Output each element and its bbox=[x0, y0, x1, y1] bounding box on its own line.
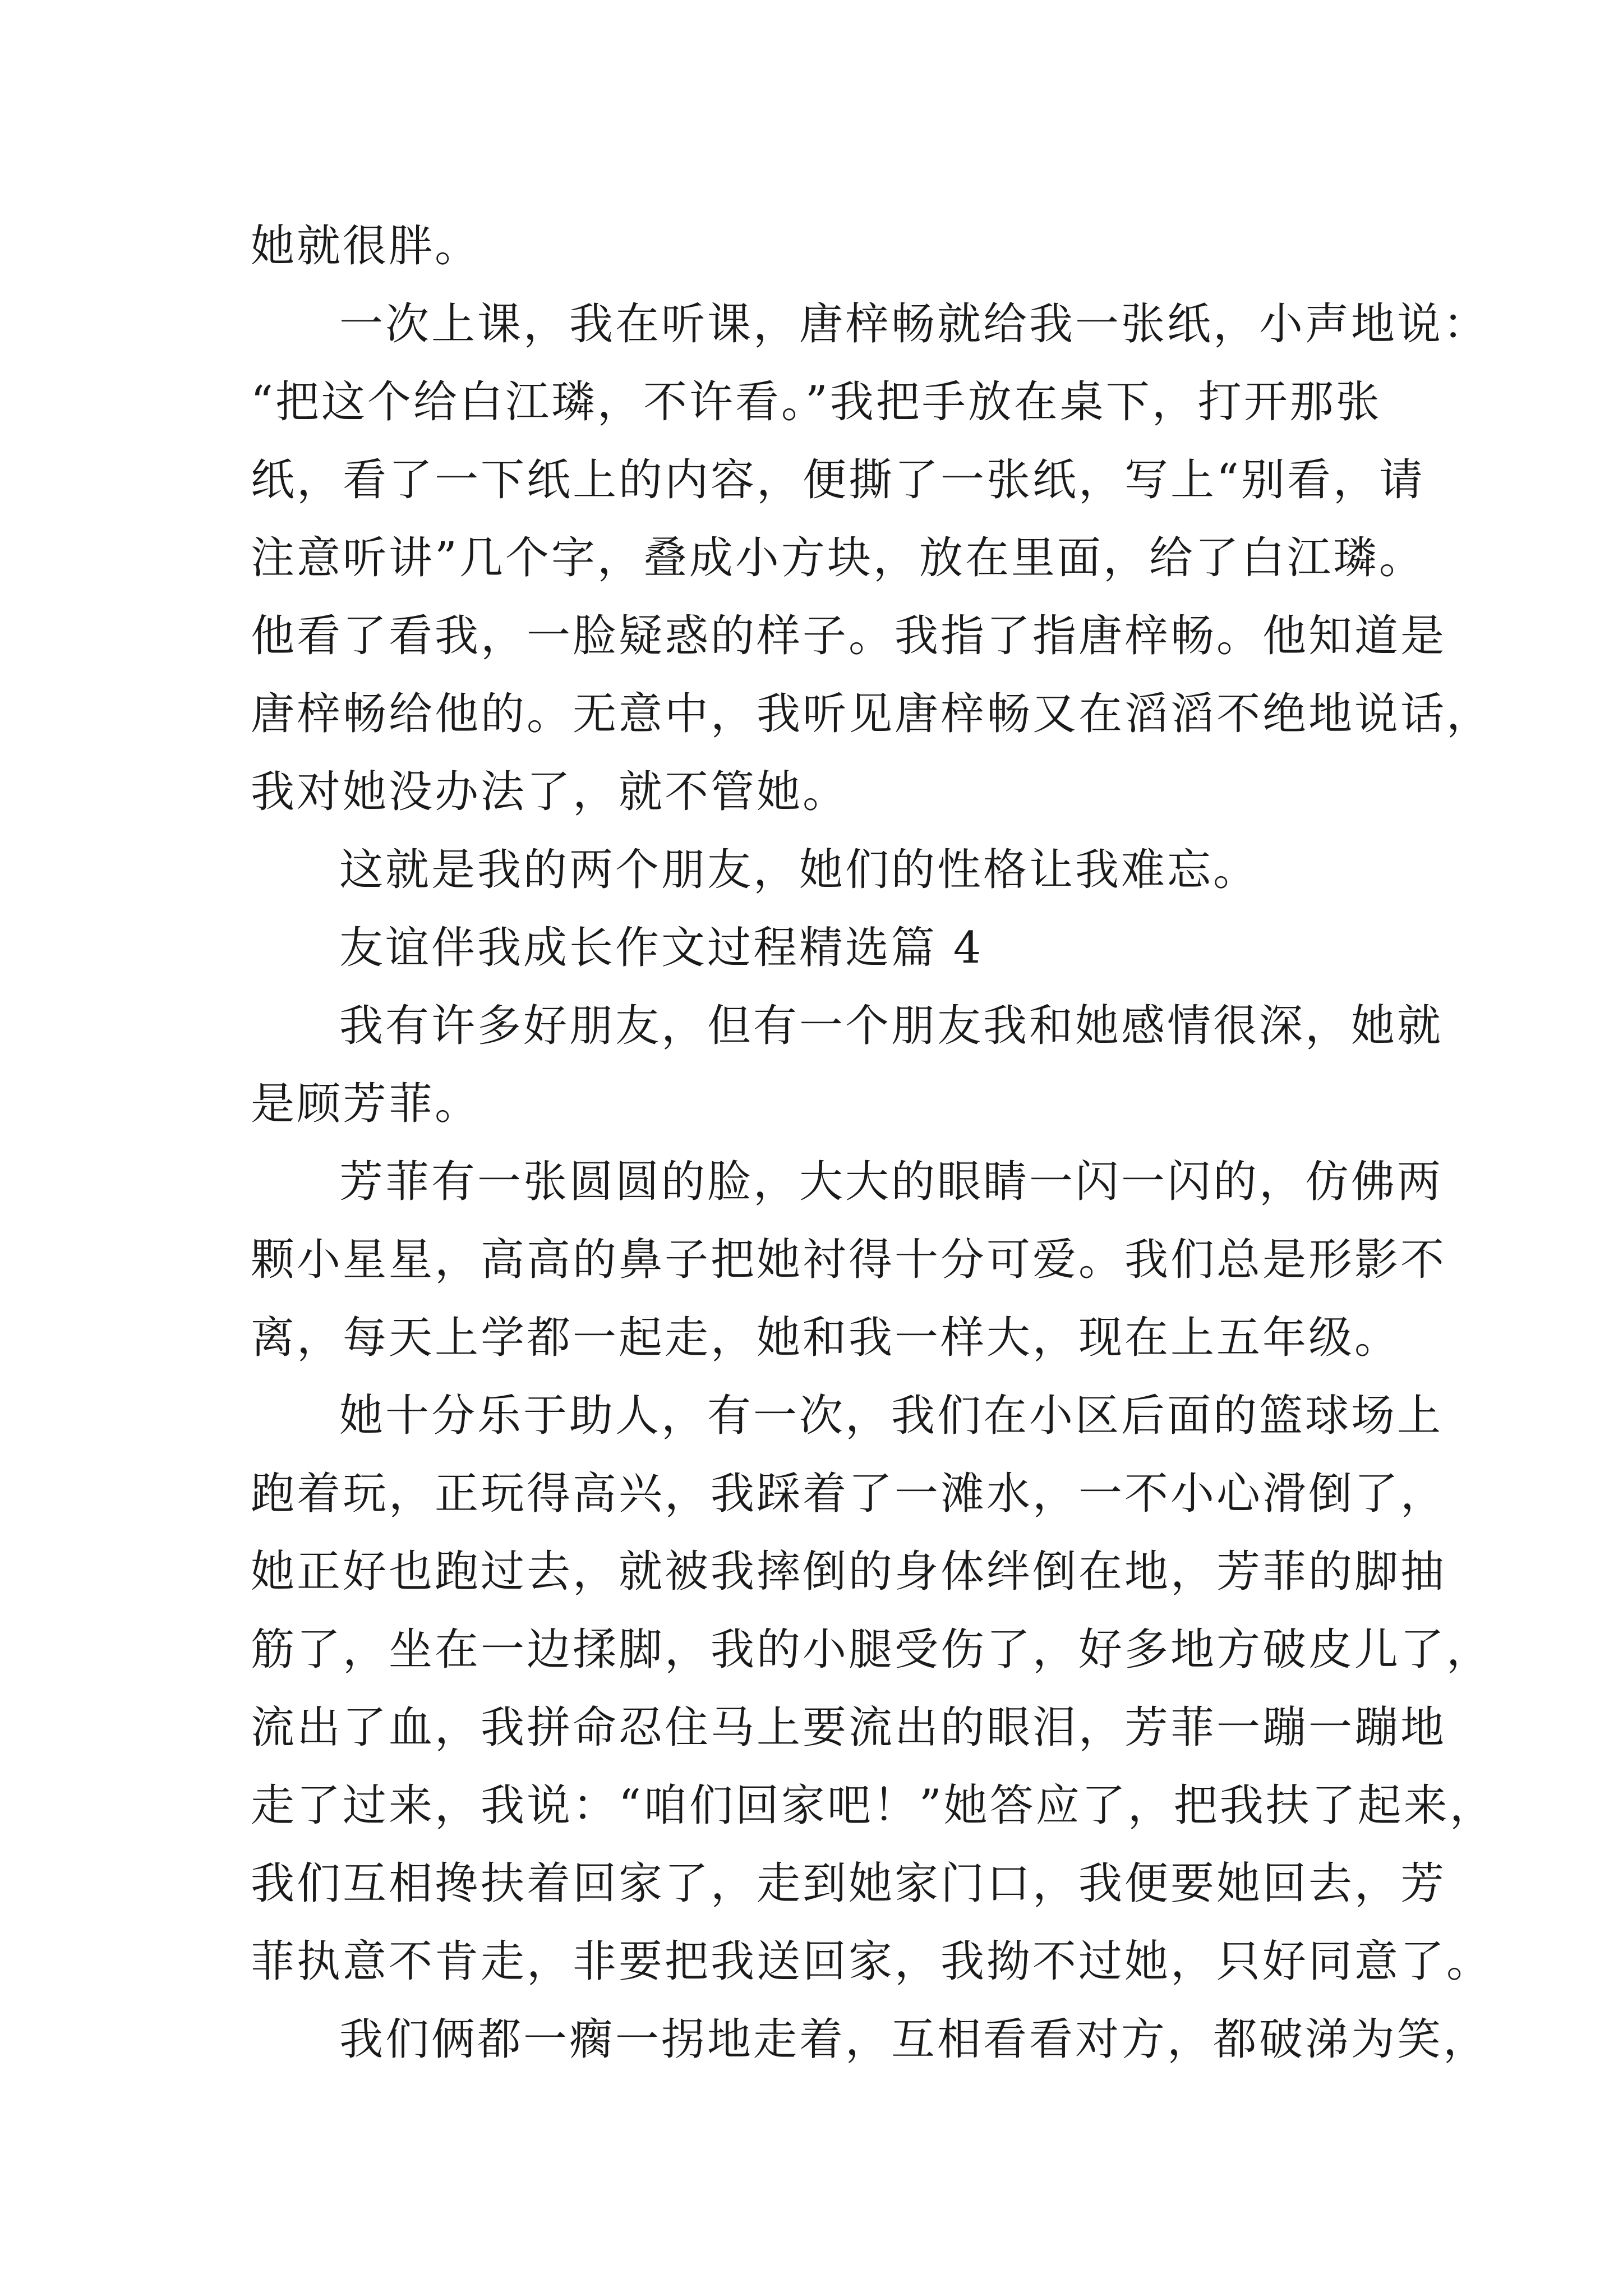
text-line: 我对她没办法了，就不管她。 bbox=[251, 767, 849, 817]
text-line: “把这个给白江璘，不许看。”我把手放在桌下，打开那张 bbox=[251, 377, 1382, 427]
paragraph-first-line: 我有许多好朋友，但有一个朋友我和她感情很深，她就 bbox=[339, 1001, 1444, 1051]
text-line: 她就很胖。 bbox=[251, 221, 481, 272]
paragraph-first-line: 一次上课，我在听课，唐梓畅就给我一张纸，小声地说： bbox=[339, 299, 1490, 349]
text-line: 筋了，坐在一边揉脚，我的小腿受伤了，好多地方破皮儿了， bbox=[251, 1625, 1493, 1675]
text-line: 走了过来，我说：“咱们回家吧！”她答应了，把我扶了起来， bbox=[251, 1780, 1496, 1831]
text-line: 唐梓畅给他的。无意中，我听见唐梓畅又在滔滔不绝地说话， bbox=[251, 689, 1493, 739]
paragraph-first-line: 我们俩都一瘸一拐地走着，互相看看对方，都破涕为笑， bbox=[339, 2014, 1490, 2065]
text-line: 注意听讲”几个字，叠成小方块，放在里面，给了白江璘。 bbox=[251, 533, 1425, 583]
text-line: 他看了看我，一脸疑惑的样子。我指了指唐梓畅。他知道是 bbox=[251, 611, 1447, 661]
section-heading: 友谊伴我成长作文过程精选篇 4 bbox=[339, 923, 984, 973]
text-line: 她正好也跑过去，就被我摔倒的身体绊倒在地，芳菲的脚抽 bbox=[251, 1547, 1447, 1597]
text-line: 跑着玩，正玩得高兴，我踩着了一滩水，一不小心滑倒了， bbox=[251, 1469, 1447, 1519]
paragraph-first-line: 这就是我的两个朋友，她们的性格让我难忘。 bbox=[339, 845, 1260, 895]
text-line: 离，每天上学都一起走，她和我一样大，现在上五年级。 bbox=[251, 1313, 1401, 1363]
text-line: 颗小星星，高高的鼻子把她衬得十分可爱。我们总是形影不 bbox=[251, 1235, 1447, 1285]
text-line: 我们互相搀扶着回家了，走到她家门口，我便要她回去，芳 bbox=[251, 1858, 1447, 1909]
text-line: 菲执意不肯走，非要把我送回家，我拗不过她，只好同意了。 bbox=[251, 1936, 1493, 1987]
text-line: 是顾芳菲。 bbox=[251, 1079, 481, 1129]
text-line: 纸，看了一下纸上的内容，便撕了一张纸，写上“别看，请 bbox=[251, 455, 1425, 505]
text-line: 流出了血，我拼命忍住马上要流出的眼泪，芳菲一蹦一蹦地 bbox=[251, 1703, 1447, 1753]
paragraph-first-line: 芳菲有一张圆圆的脸，大大的眼睛一闪一闪的，仿佛两 bbox=[339, 1157, 1444, 1207]
document-body bbox=[251, 208, 1496, 2079]
paragraph-first-line: 她十分乐于助人，有一次，我们在小区后面的篮球场上 bbox=[339, 1391, 1444, 1441]
